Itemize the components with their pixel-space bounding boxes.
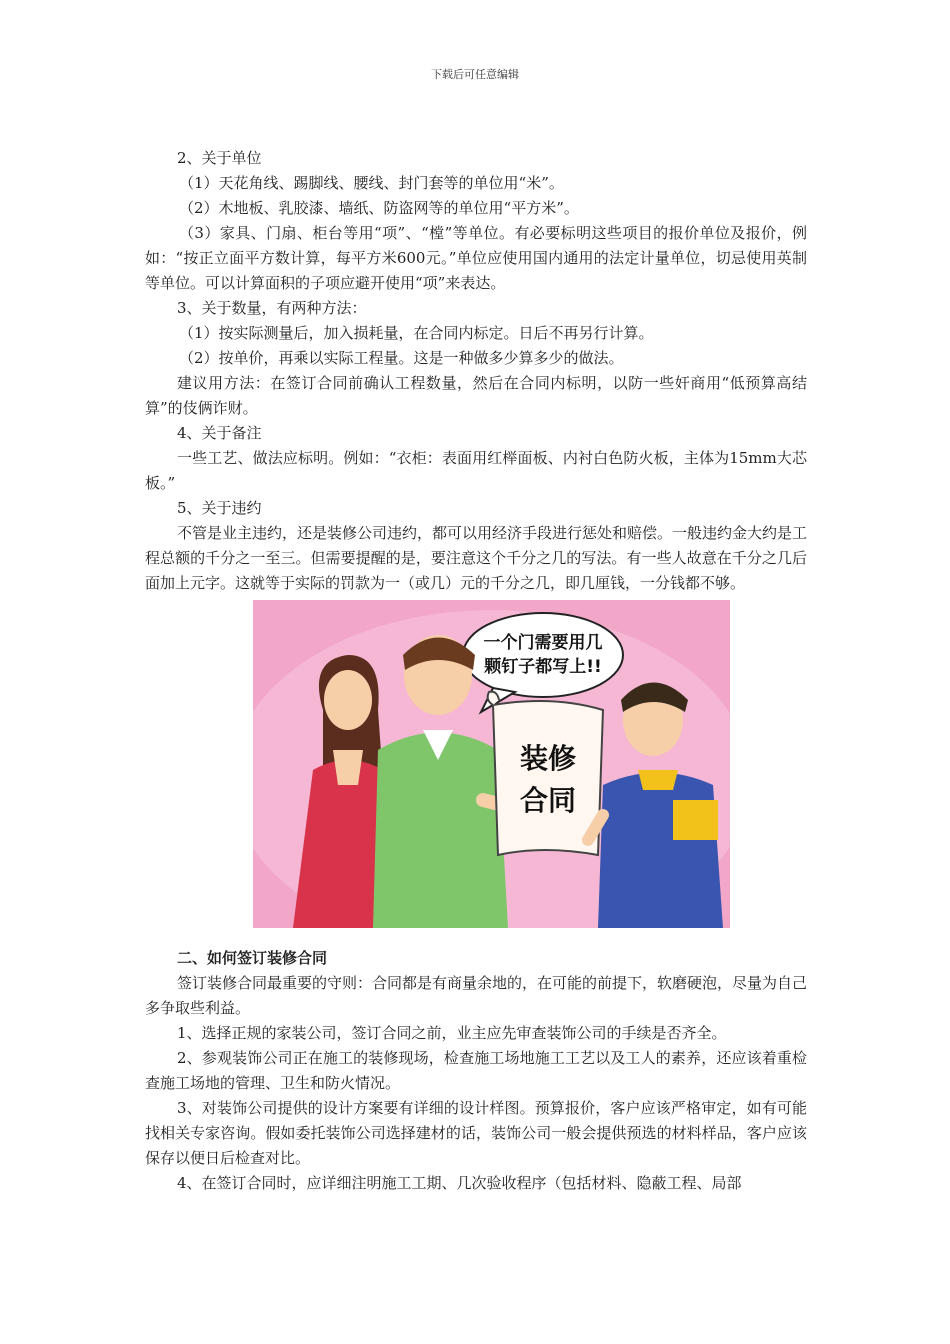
section-sign-heading: 二、如何签订装修合同 [177,949,328,967]
contract-title-line-2: 合同 [519,784,577,817]
section-breach-title: 5、关于违约 [177,499,262,517]
units-item-3: （3）家具、门扇、柜台等用“项”、“樘”等单位。有必要标明这些项目的报价单位及报价，例如：“按正立面平方数计算，每平方米600元。”单位应使用国内通用的法定计量单位，切忌使用英制等单位。可以计算面积的子项应避开使用“项”来表达。 [145,224,807,292]
quantity-advice: 建议用方法：在签订合同前确认工程数量，然后在合同内标明，以防一些奸商用“低预算高结算”的伎俩诈财。 [145,374,807,417]
document-body [145,146,807,1196]
units-item-2: （2）木地板、乳胶漆、墙纸、防盗网等的单位用“平方米”。 [179,199,579,217]
sign-item-4: 4、在签订合同时，应详细注明施工工期、几次验收程序（包括材料、隐蔽工程、局部 [177,1174,742,1192]
breach-text: 不管是业主违约，还是装修公司违约，都可以用经济手段进行惩处和赔偿。一般违约金大约是工程总额的千分之一至三。但需要提醒的是，要注意这个千分之几的写法。有一些人故意在千分之几后面加上元字。这就等于实际的罚款为一（或几）元的千分之几，即几厘钱，一分钱都不够。 [145,524,808,592]
quantity-item-2: （2）按单价，再乘以实际工程量。这是一种做多少算多少的做法。 [179,349,624,367]
page-header: 下载后可任意编辑 [431,68,519,81]
contract-document [488,692,603,855]
notes-text: 一些工艺、做法应标明。例如：“衣柜：表面用红榉面板、内衬白色防火板，主体为15mm大芯板。” [145,449,807,492]
contract-cartoon-illustration [253,600,730,928]
speech-line-1: 一个门需要用几 [483,633,603,653]
speech-line-2: 颗钉子都写上!! [484,657,602,677]
sign-intro: 签订装修合同最重要的守则：合同都是有商量余地的，在可能的前提下，软磨硬泡，尽量为自己多争取些利益。 [145,974,808,1017]
section-units-title: 2、关于单位 [177,149,262,167]
sign-item-2: 2、参观装饰公司正在施工的装修现场，检查施工场地施工工艺以及工人的素养，还应该着重检查施工场地的管理、卫生和防火情况。 [145,1049,807,1092]
contract-title-line-1: 装修 [519,742,577,775]
sign-item-1: 1、选择正规的家装公司，签订合同之前，业主应先审查装饰公司的手续是否齐全。 [177,1024,727,1042]
units-item-1: （1）天花角线、踢脚线、腰线、封门套等的单位用“米”。 [179,174,564,192]
sign-item-3: 3、对装饰公司提供的设计方案要有详细的设计样图。预算报价，客户应该严格审定，如有可能找相关专家咨询。假如委托装饰公司选择建材的话，装饰公司一般会提供预选的材料样品，客户应该保存以便日后检查对比。 [145,1099,807,1167]
section-notes-title: 4、关于备注 [177,424,262,442]
section-quantity-title: 3、关于数量，有两种方法： [177,299,367,317]
quantity-item-1: （1）按实际测量后，加入损耗量，在合同内标定。日后不再另行计算。 [179,324,654,342]
